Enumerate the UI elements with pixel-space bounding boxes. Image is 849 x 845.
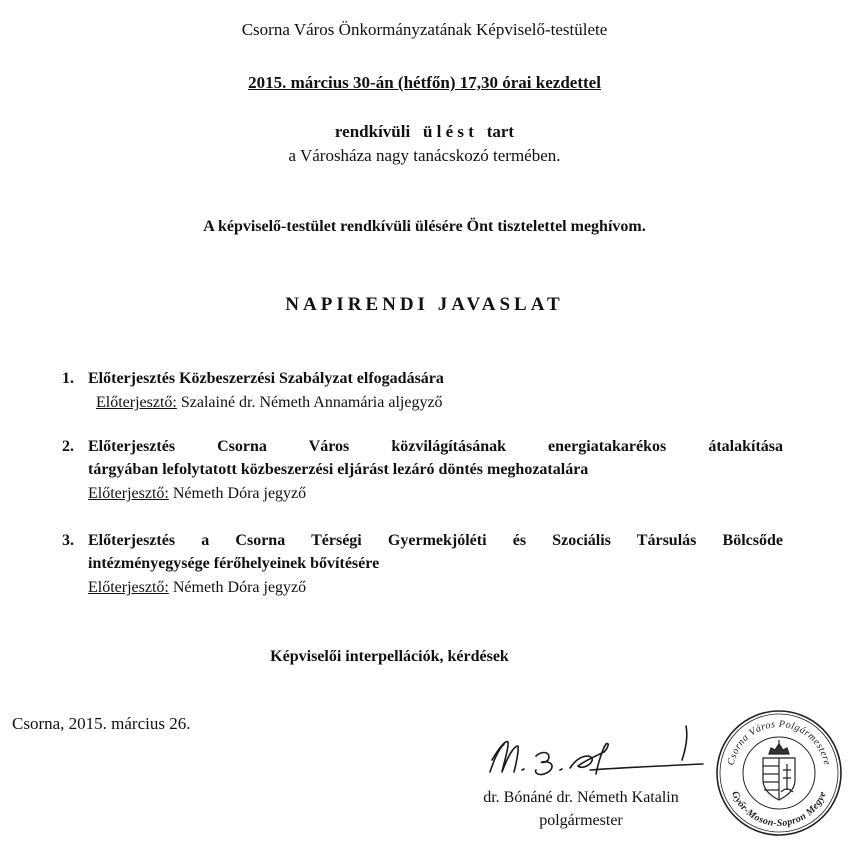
presenter-label: Előterjesztő: [88, 485, 169, 502]
signatory-title: polgármester [539, 812, 623, 829]
presenter-name: Németh Dóra jegyző [172, 485, 307, 502]
session-word-meeting: ü l é s t [422, 122, 474, 141]
place-and-date: Csorna, 2015. március 26. [12, 714, 191, 733]
agenda-item-title-line: Előterjesztés a Csorna Térségi Gyermekjóléti és Szociális Társulás Bölcsőde [88, 532, 783, 549]
agenda-item-number: 2. [62, 438, 74, 455]
stamp-text-top: Csorna Város Polgármestere [725, 718, 833, 767]
agenda-item-title: Előterjesztés Közbeszerzési Szabályzat elfogadására [88, 370, 444, 387]
session-line [0, 122, 849, 142]
handwritten-signature [478, 716, 708, 786]
signatory-name: dr. Bónáné dr. Németh Katalin [483, 789, 679, 806]
session-word-holds: tart [486, 122, 515, 141]
council-name: Csorna Város Önkormányzatának Képviselő-testülete [241, 20, 608, 39]
presenter-name: Szalainé dr. Németh Annamária aljegyző [180, 394, 443, 411]
agenda-item-presenter [88, 579, 306, 597]
meeting-date: 2015. március 30-án (hétfőn) 17,30 órai kezdettel [248, 73, 601, 92]
presenter-label: Előterjesztő: [96, 394, 177, 411]
agenda-item-title-line: intézményegysége férőhelyeinek bővítésére [88, 555, 380, 572]
invitation-text: A képviselő-testület rendkívüli ülésére Önt tisztelettel meghívom. [203, 218, 646, 235]
coat-of-arms-icon [763, 740, 795, 800]
presenter-label: Előterjesztő: [88, 579, 169, 596]
meeting-location: a Városháza nagy tanácskozó termében. [288, 146, 561, 165]
agenda-item-presenter [88, 485, 306, 503]
presenter-name: Németh Dóra jegyző [172, 579, 307, 596]
agenda-item-presenter [96, 394, 443, 412]
closing-agenda-item: Képviselői interpellációk, kérdések [270, 648, 509, 665]
agenda-item-number: 3. [62, 532, 74, 549]
agenda-item-title-line: Előterjesztés Csorna Város közvilágításának energiatakarékos átalakítása [88, 438, 783, 455]
official-stamp [713, 706, 845, 840]
agenda-title: NAPIRENDI JAVASLAT [285, 294, 564, 315]
agenda-item-title-line: tárgyában lefolytatott közbeszerzési eljárást lezáró döntés meghozatalára [88, 461, 589, 478]
stamp-text-bottom: Győr-Moson-Sopron Megye [729, 789, 829, 830]
agenda-item-number: 1. [62, 370, 74, 387]
session-word-extraordinary: rendkívüli [334, 122, 411, 141]
